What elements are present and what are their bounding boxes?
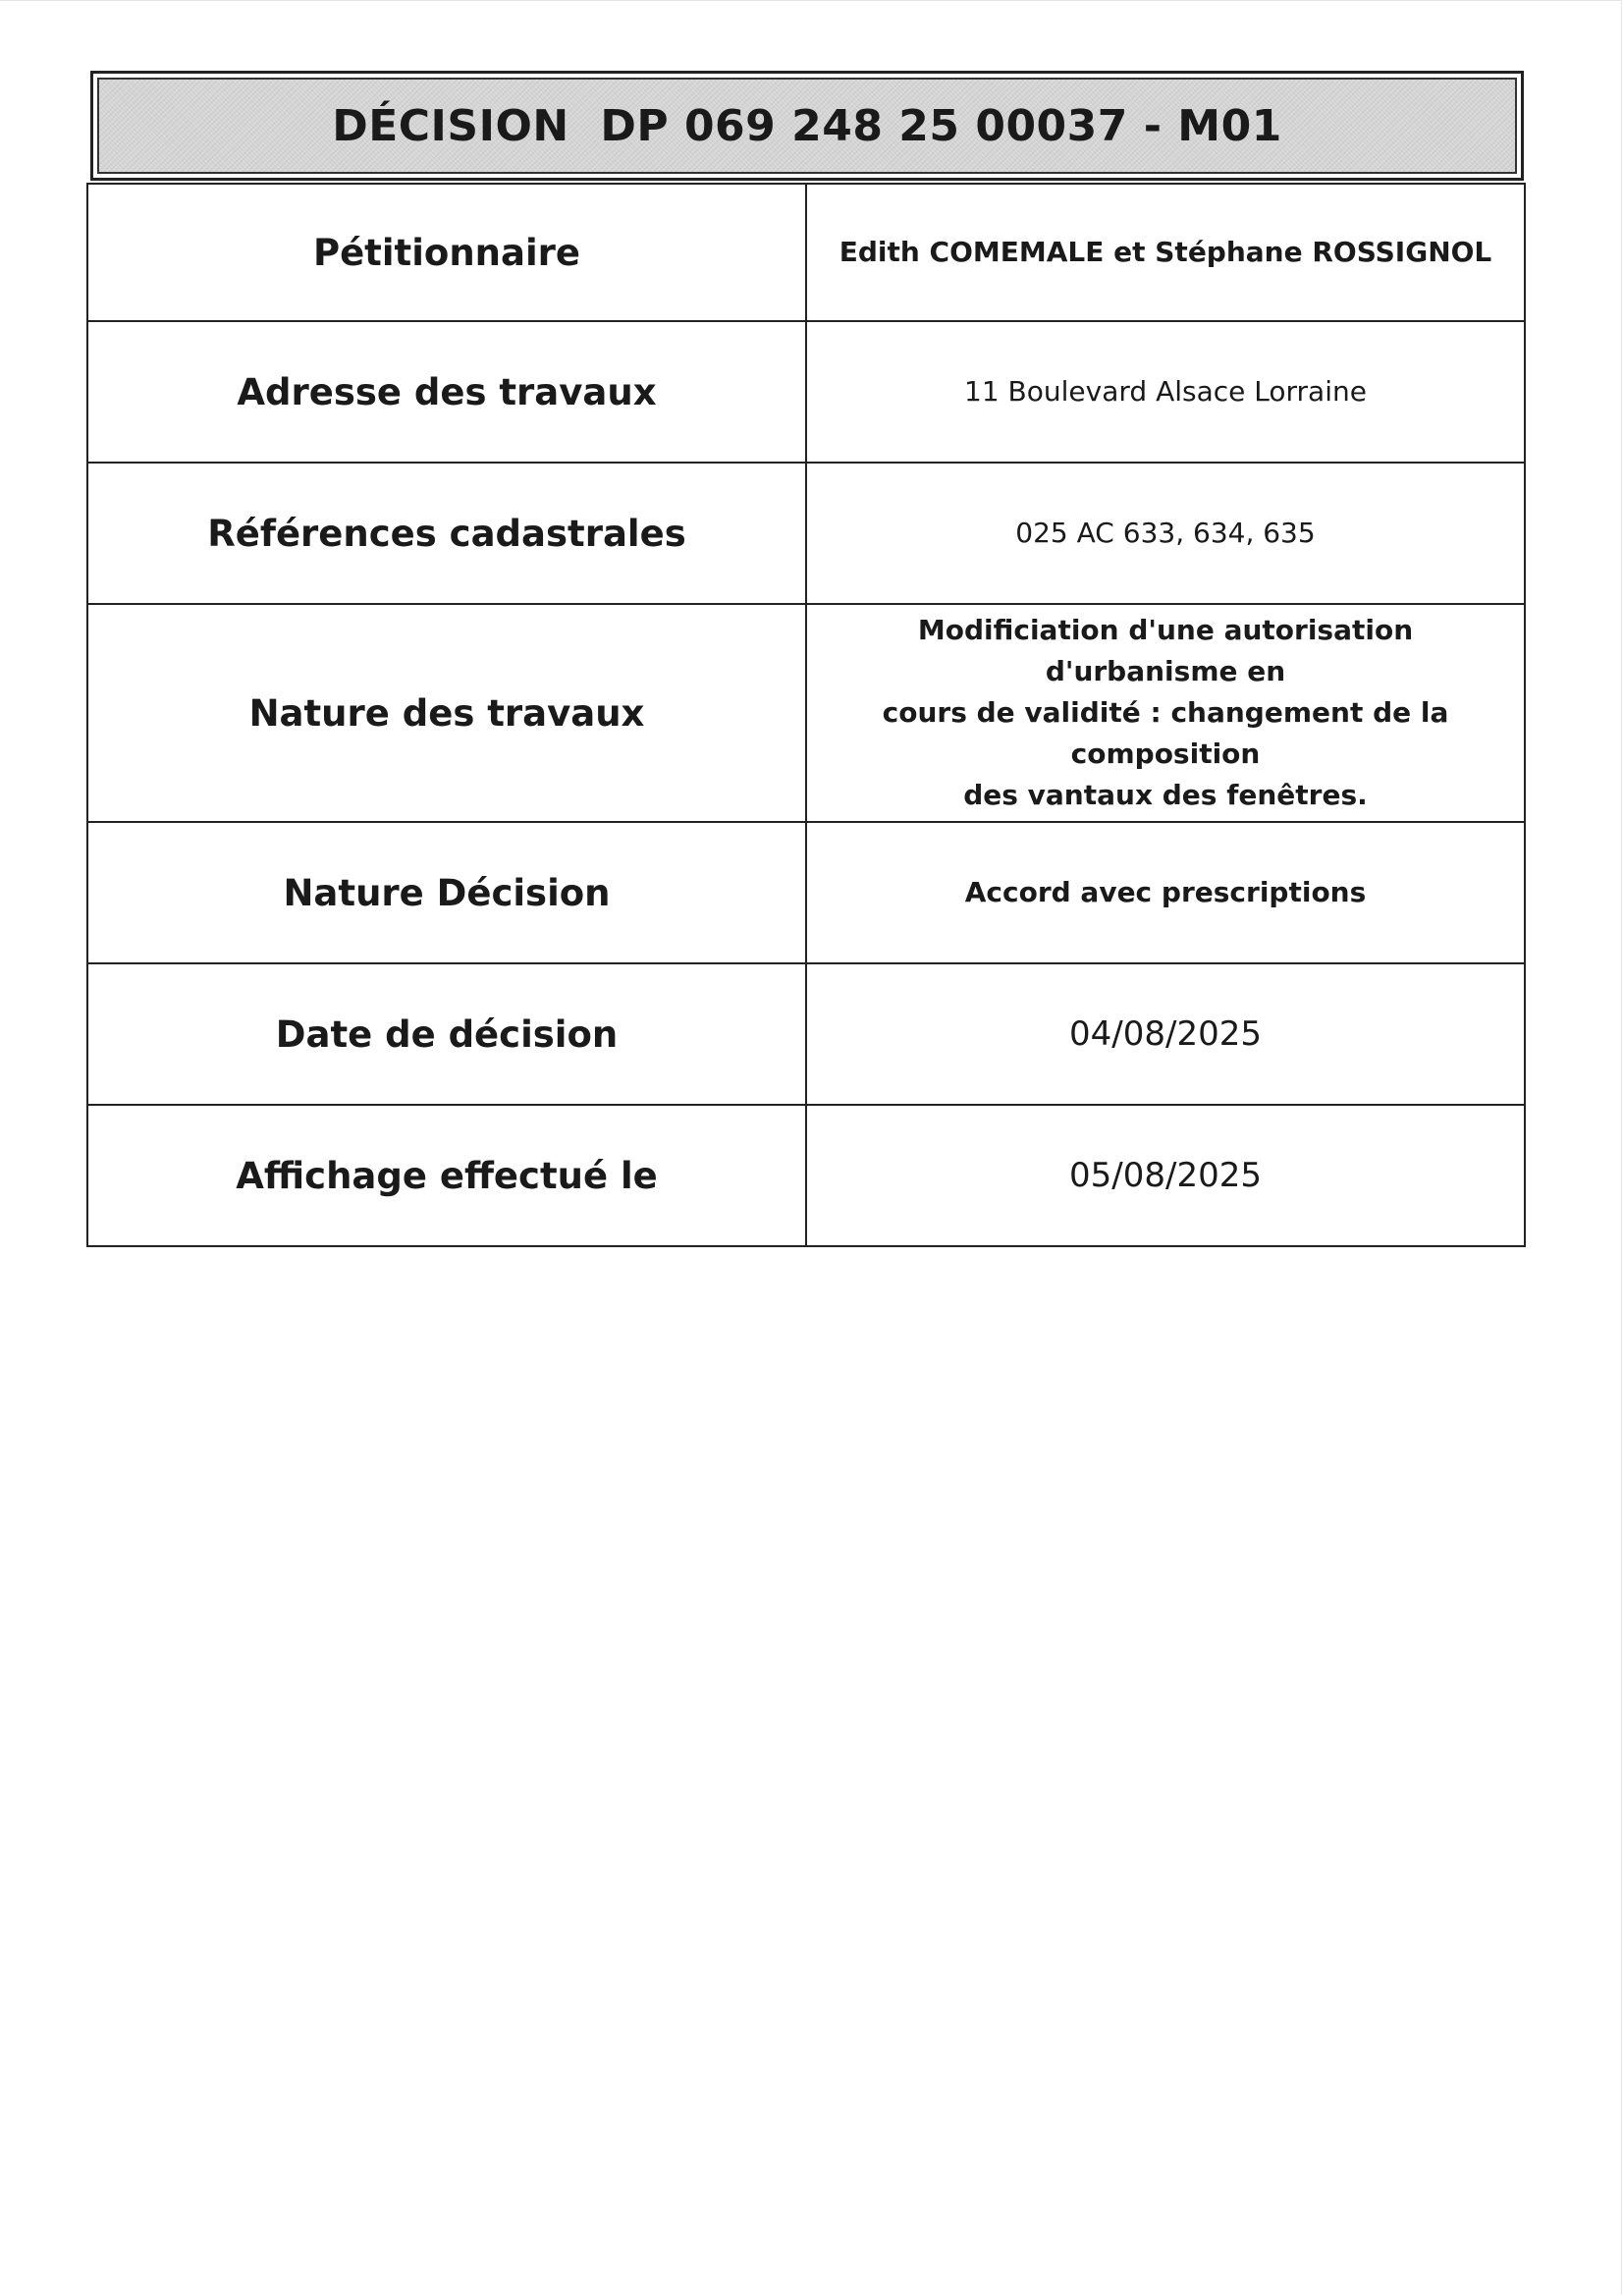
table-row-nature-decision <box>87 822 1525 963</box>
value-references: 025 AC 633, 634, 635 <box>806 463 1525 604</box>
table-row-nature-travaux <box>87 604 1525 822</box>
label-nature-decision: Nature Décision <box>87 822 806 963</box>
label-adresse: Adresse des travaux <box>87 321 806 463</box>
label-affichage: Affichage effectué le <box>87 1105 806 1246</box>
value-nature-travaux-line-2: cours de validité : changement de la composition <box>882 696 1449 770</box>
table-row-adresse <box>87 321 1525 463</box>
title-box <box>90 71 1524 181</box>
value-nature-travaux <box>806 604 1525 822</box>
table-row-references <box>87 463 1525 604</box>
value-adresse: 11 Boulevard Alsace Lorraine <box>806 321 1525 463</box>
decision-info-table <box>86 183 1526 1247</box>
label-nature-travaux: Nature des travaux <box>87 604 806 822</box>
label-date-decision: Date de décision <box>87 963 806 1105</box>
value-date-decision: 04/08/2025 <box>806 963 1525 1105</box>
value-nature-decision: Accord avec prescriptions <box>806 822 1525 963</box>
label-petitionnaire: Pétitionnaire <box>87 184 806 321</box>
value-nature-travaux-line-3: des vantaux des fenêtres. <box>963 779 1368 811</box>
table-row-petitionnaire <box>87 184 1525 321</box>
table-row-date-decision <box>87 963 1525 1105</box>
decision-title: DÉCISION DP 069 248 25 00037 - M01 <box>332 100 1282 151</box>
title-banner <box>97 78 1517 174</box>
value-affichage: 05/08/2025 <box>806 1105 1525 1246</box>
table-row-affichage <box>87 1105 1525 1246</box>
value-petitionnaire: Edith COMEMALE et Stéphane ROSSIGNOL <box>806 184 1525 321</box>
value-nature-travaux-line-1: Modificiation d'une autorisation d'urbanisme en <box>917 614 1414 687</box>
label-references: Références cadastrales <box>87 463 806 604</box>
